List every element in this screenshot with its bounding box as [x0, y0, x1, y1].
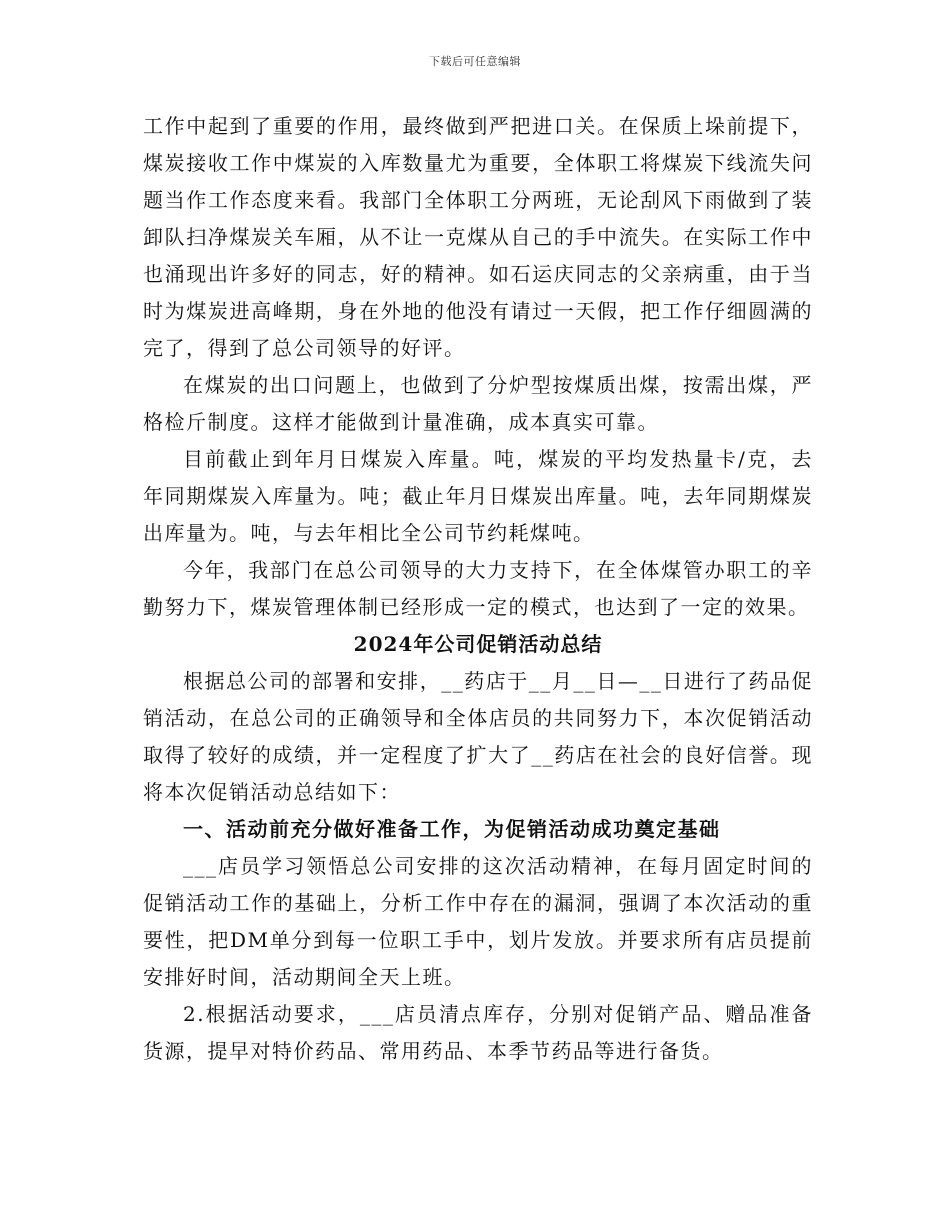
- list-item: 2.根据活动要求，___店员清点库存，分别对促销产品、赠品准备货源，提早对特价药品、常用药品、本季节药品等进行备货。: [143, 1002, 813, 1063]
- section-title: 2024年公司促销活动总结: [353, 632, 603, 656]
- paragraph-coal-output: 在煤炭的出口问题上，也做到了分炉型按煤质出煤，按需出煤，严格检斤制度。这样才能做到计量准确，成本真实可靠。: [143, 373, 813, 434]
- page-header-note: 下载后可任意编辑: [429, 55, 521, 68]
- section-subheading: 一、活动前充分做好准备工作，为促销活动成功奠定基础: [183, 817, 721, 841]
- document-body: [143, 108, 813, 1070]
- paragraph-promotion-intro: 根据总公司的部署和安排，__药店于__月__日—__日进行了药品促销活动，在总公司的正确领导和全体店员的共同努力下，本次促销活动取得了较好的成绩，并一定程度了扩大了__药店在社会的良好信誉。现将本次促销活动总结如下：: [143, 669, 813, 804]
- paragraph-this-year: 今年，我部门在总公司领导的大力支持下，在全体煤管办职工的辛勤努力下，煤炭管理体制已经形成一定的模式，也达到了一定的效果。: [143, 558, 813, 619]
- paragraph-continuation: 工作中起到了重要的作用，最终做到严把进口关。在保质上垛前提下，煤炭接收工作中煤炭的入库数量尤为重要，全体职工将煤炭下线流失问题当作工作态度来看。我部门全体职工分两班，无论刮风下雨做到了装卸队扫净煤炭关车厢，从不让一克煤从自己的手中流失。在实际工作中也涌现出许多好的同志，好的精神。如石运庆同志的父亲病重，由于当时为煤炭进高峰期，身在外地的他没有请过一天假，把工作仔细圆满的完了，得到了总公司领导的好评。: [143, 114, 813, 360]
- paragraph-coal-statistics: 目前截止到年月日煤炭入库量。吨，煤炭的平均发热量卡/克，去年同期煤炭入库量为。吨；截止年月日煤炭出库量。吨，去年同期煤炭出库量为。吨，与去年相比全公司节约耗煤吨。: [143, 447, 813, 545]
- list-item: ___店员学习领悟总公司安排的这次活动精神，在每月固定时间的促销活动工作的基础上，分析工作中存在的漏洞，强调了本次活动的重要性，把DM单分到每一位职工手中，划片发放。并要求所有店员提前安排好时间，活动期间全天上班。: [143, 854, 813, 989]
